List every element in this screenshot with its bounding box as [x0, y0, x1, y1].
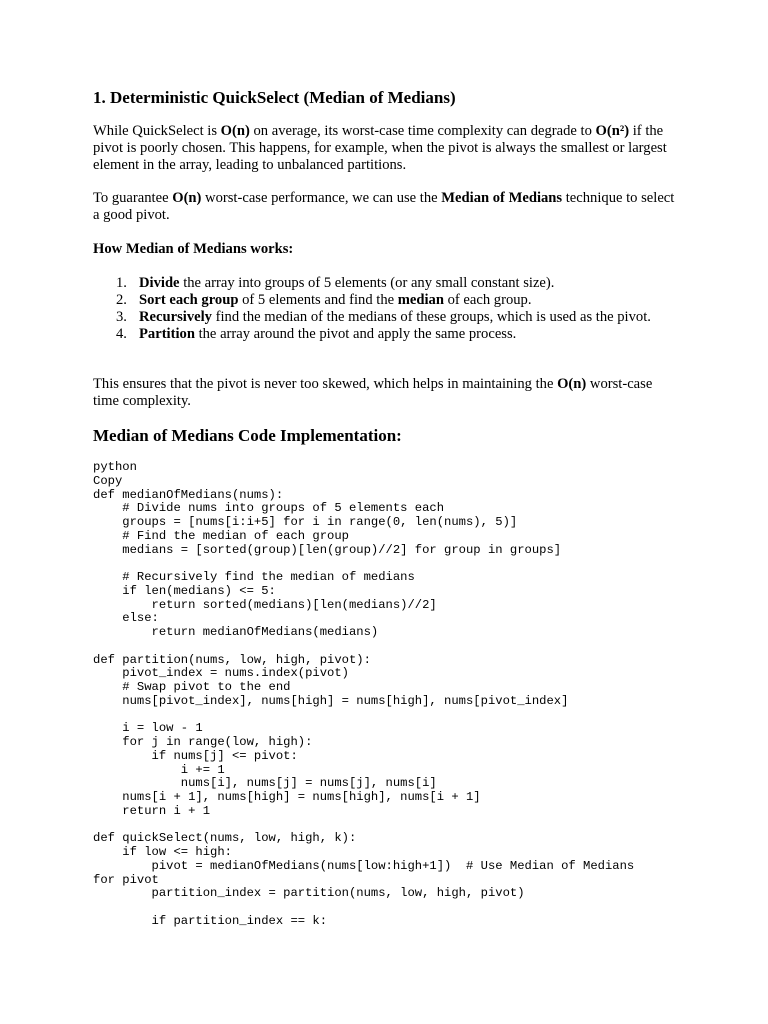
step-number: 3. — [116, 309, 127, 325]
text-run: of each group. — [443, 292, 532, 308]
bold-text: median — [397, 292, 444, 308]
intro-paragraph-1 — [93, 123, 678, 174]
step-number: 4. — [116, 326, 127, 342]
code-line: def partition(nums, low, high, pivot): — [93, 652, 371, 667]
text-run: the array around the pivot and apply the same process. — [194, 326, 517, 342]
text-run: worst-case time complexity. — [93, 376, 653, 409]
conclusion-paragraph — [93, 376, 678, 410]
step-item — [93, 326, 678, 343]
code-line: if nums[j] <= pivot: — [93, 748, 298, 763]
code-line: else: — [93, 611, 159, 626]
code-line: for pivot — [93, 872, 159, 887]
bold-text: O(n) — [557, 376, 587, 392]
code-line: # Recursively find the median of medians — [93, 570, 415, 584]
bold-text: Divide — [139, 275, 180, 291]
intro-paragraph-2 — [93, 190, 678, 224]
code-line: i += 1 — [93, 762, 225, 777]
step-number: 1. — [116, 275, 127, 291]
text-run: While QuickSelect is — [93, 123, 221, 139]
code-line: return medianOfMedians(medians) — [93, 625, 379, 639]
text-run: find the median of the medians of these groups, which is used as the pivot. — [211, 309, 651, 325]
code-line — [93, 819, 634, 833]
code-line: return i + 1 — [93, 803, 211, 818]
step-number: 2. — [116, 292, 127, 308]
code-heading: Median of Medians Code Implementation: — [93, 426, 402, 445]
text-run: technique to select a good pivot. — [93, 190, 675, 223]
text-run: if the pivot is poorly chosen. This happens, for example, when the pivot is always the smallest or largest element in the array, leading to unbalanced partitions. — [93, 123, 667, 173]
code-line: pivot = medianOfMedians(nums[low:high+1]) # Use Median of Medians — [93, 858, 635, 873]
code-line: return sorted(medians)[len(medians)//2] — [93, 597, 437, 612]
bold-text: Recursively — [139, 309, 212, 325]
bold-text: Sort each group — [139, 292, 239, 308]
code-line: Copy — [93, 473, 123, 488]
code-line — [93, 557, 634, 571]
code-line: medians = [sorted(group)[len(group)//2] for group in groups] — [93, 542, 562, 557]
step-item — [93, 292, 678, 309]
step-text — [139, 326, 516, 342]
code-line: # Divide nums into groups of 5 elements each — [93, 501, 445, 516]
code-line: i = low - 1 — [93, 721, 203, 736]
bold-text: O(n) — [220, 123, 250, 139]
code-line: def quickSelect(nums, low, high, k): — [93, 831, 357, 846]
code-line — [93, 640, 634, 654]
code-line: groups = [nums[i:i+5] for i in range(0, len(nums), 5)] — [93, 515, 518, 529]
step-text — [139, 292, 532, 308]
text-run: on average, its worst-case time complexity can degrade to — [249, 123, 596, 139]
code-line: if len(medians) <= 5: — [93, 583, 276, 598]
code-line: if partition_index == k: — [93, 913, 328, 928]
code-line: if low <= high: — [93, 845, 232, 859]
bold-text: Partition — [139, 326, 195, 342]
how-it-works-heading: How Median of Medians works: — [93, 241, 294, 257]
code-line: pivot_index = nums.index(pivot) — [93, 666, 349, 681]
code-line — [93, 709, 634, 723]
code-line: python — [93, 460, 137, 474]
code-line — [93, 901, 634, 915]
section-heading: 1. Deterministic QuickSelect (Median of Medians) — [93, 88, 456, 107]
code-line: nums[pivot_index], nums[high] = nums[high], nums[pivot_index] — [93, 693, 569, 708]
step-item — [93, 309, 678, 326]
text-run: This ensures that the pivot is never too skewed, which helps in maintaining the — [93, 376, 558, 392]
text-run: worst-case performance, we can use the — [201, 190, 442, 206]
bold-text: O(n²) — [595, 123, 630, 139]
text-run: of 5 elements and find the — [238, 292, 398, 308]
code-block — [93, 461, 634, 929]
step-item — [93, 275, 678, 292]
code-line: # Swap pivot to the end — [93, 680, 291, 694]
code-line: nums[i + 1], nums[high] = nums[high], nums[i + 1] — [93, 790, 481, 804]
bold-text: Median of Medians — [441, 190, 563, 206]
bold-text: O(n) — [172, 190, 202, 206]
code-line: def medianOfMedians(nums): — [93, 487, 284, 502]
code-line: # Find the median of each group — [93, 528, 349, 543]
step-text — [139, 275, 554, 291]
text-run: To guarantee — [93, 190, 173, 206]
code-line: for j in range(low, high): — [93, 735, 313, 749]
steps-list — [93, 275, 678, 343]
step-text — [139, 309, 651, 325]
code-line: partition_index = partition(nums, low, high, pivot) — [93, 886, 525, 901]
code-line: nums[i], nums[j] = nums[j], nums[i] — [93, 776, 437, 791]
text-run: the array into groups of 5 elements (or any small constant size). — [179, 275, 555, 291]
